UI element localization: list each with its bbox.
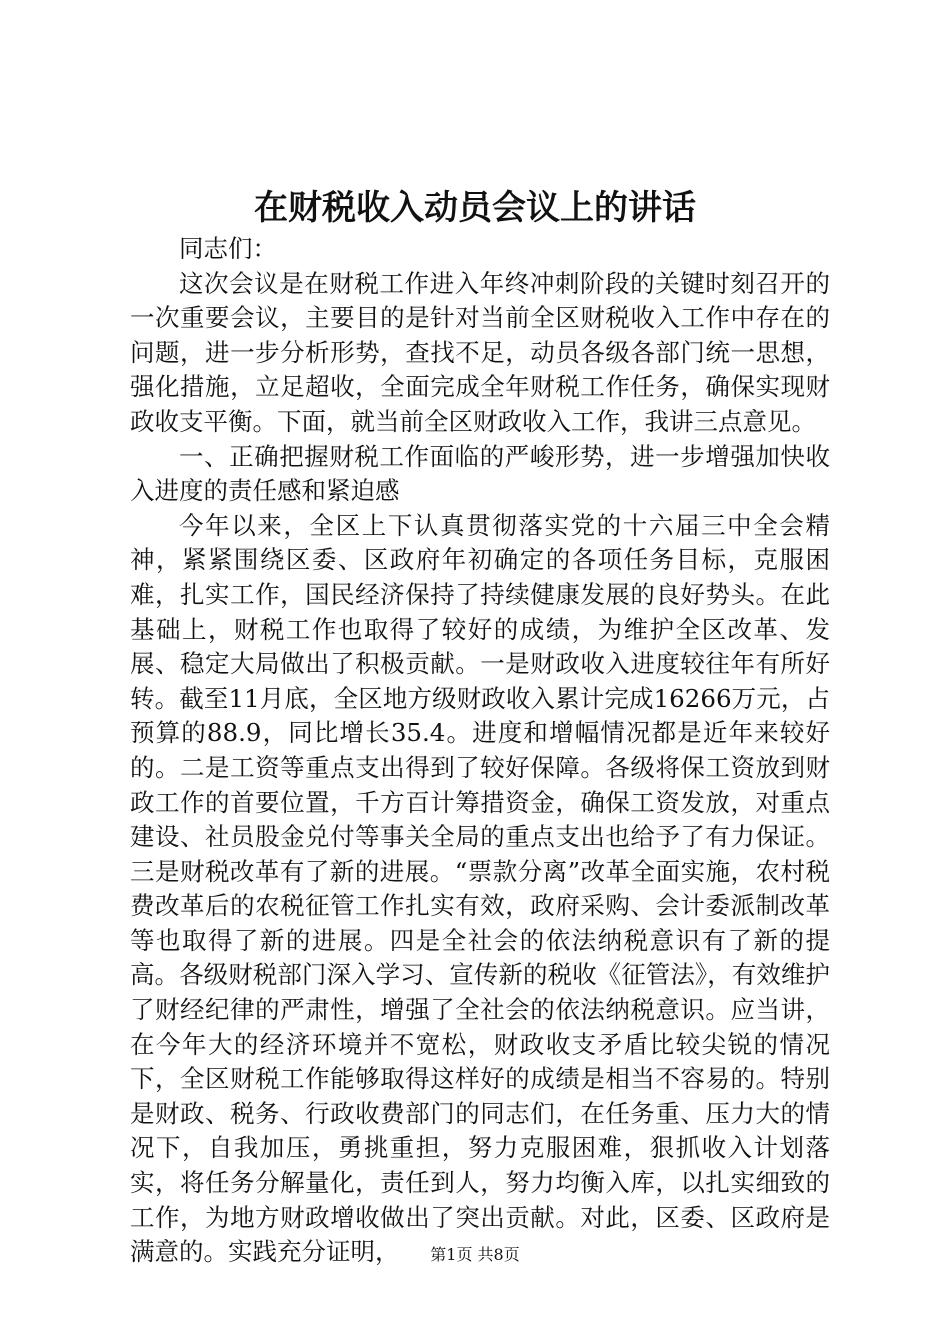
document-title: 在财税收入动员会议上的讲话 <box>254 188 696 228</box>
document-body <box>130 232 830 1270</box>
page-footer: 第1页 共8页 <box>430 1245 520 1264</box>
paragraph-achievements: 今年以来，全区上下认真贯彻落实党的十六届三中全会精神，紧紧围绕区委、区政府年初确定的各项任务目标，克服困难，扎实工作，国民经济保持了持续健康发展的良好势头。在此基础上，财税工作也取得了较好的成绩，为维护全区改革、发展、稳定大局做出了积极贡献。一是财政收入进度较往年有所好转。截至11月底，全区地方级财政收入累计完成16266万元，占预算的88.9，同比增长35.4。进度和增幅情况都是近年来较好的。二是工资等重点支出得到了较好保障。各级将保工资放到财政工作的首要位置，千方百计筹措资金，确保工资发放，对重点建设、社员股金兑付等事关全局的重点支出也给予了有力保证。三是财税改革有了新的进展。“票款分离”改革全面实施，农村税费改革后的农税征管工作扎实有效，政府采购、会计委派制改革等也取得了新的进展。四是全社会的依法纳税意识有了新的提高。各级财税部门深入学习、宣传新的税收《征管法》，有效维护了财经纪律的严肃性，增强了全社会的依法纳税意识。应当讲，在今年大的经济环境并不宽松，财政收支矛盾比较尖锐的情况下，全区财税工作能够取得这样好的成绩是相当不容易的。特别是财政、税务、行政收费部门的同志们，在任务重、压力大的情况下，自我加压，勇挑重担，努力克服困难，狠抓收入计划落实，将任务分解量化，责任到人，努力均衡入库，以扎实细致的工作，为地方财政增收做出了突出贡献。对此，区委、区政府是满意的。实践充分证明， <box>130 510 830 1267</box>
section-heading-1: 一、正确把握财税工作面临的严峻形势，进一步增强加快收入进度的责任感和紧迫感 <box>130 441 830 506</box>
paragraph-intro: 这次会议是在财税工作进入年终冲刺阶段的关键时刻召开的一次重要会议，主要目的是针对当前全区财税收入工作中存在的问题，进一步分析形势，查找不足，动员各级各部门统一思想，强化措施，立足超收，全面完成全年财税工作任务，确保实现财政收支平衡。下面，就当前全区财政收入工作，我讲三点意见。 <box>130 268 830 436</box>
salutation: 同志们： <box>179 234 277 263</box>
